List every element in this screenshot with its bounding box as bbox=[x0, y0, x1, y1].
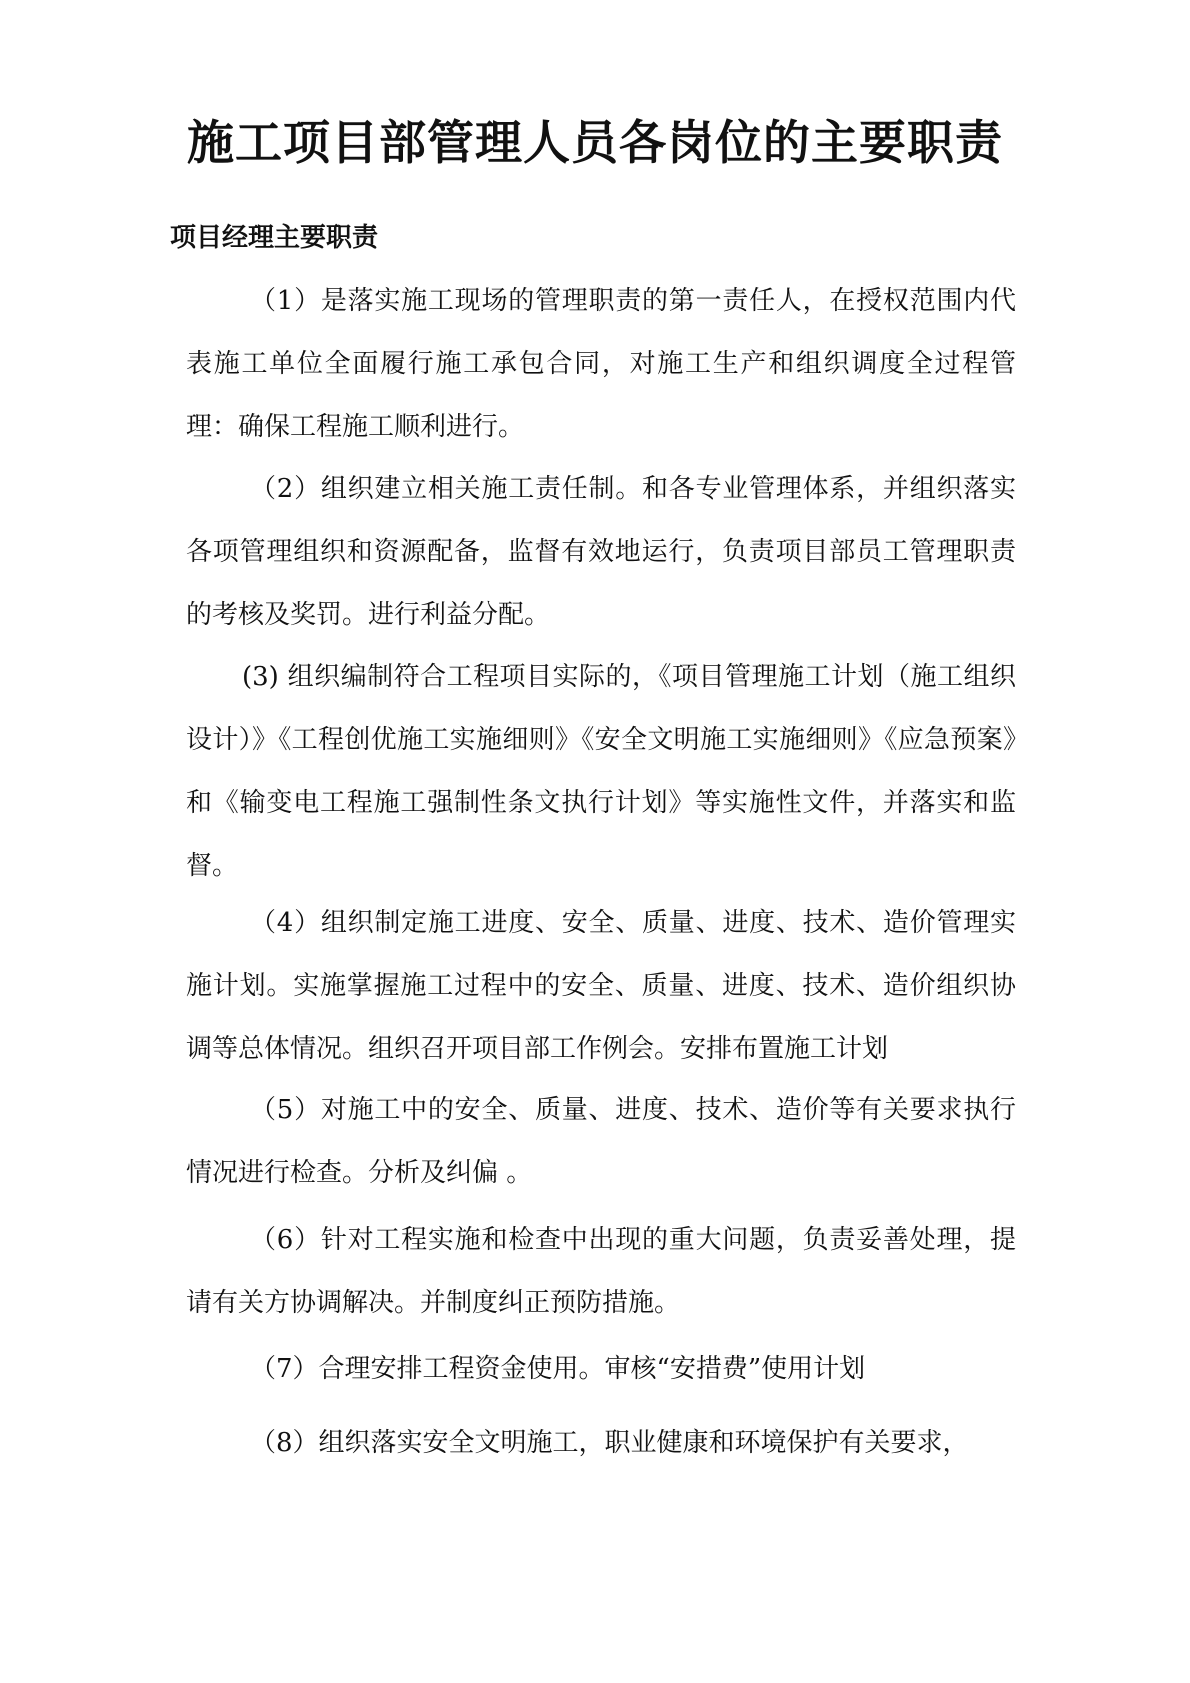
paragraph-4: （4）组织制定施工进度、安全、质量、进度、技术、造价管理实施计划。实施掌握施工过程中的安全、质量、进度、技术、造价组织协调等总体情况。组织召开项目部工作例会。安排布置施工计划 bbox=[186, 908, 1016, 1064]
paragraph-3: (3) 组织编制符合工程项目实际的，《项目管理施工计划（施工组织设计）》《工程创优施工实施细则》《安全文明施工实施细则》《应急预案》和《输变电工程施工强制性条文执行计划》等实施性文件，并落实和监督。 bbox=[186, 662, 1016, 881]
paragraph-6: （6）针对工程实施和检查中出现的重大问题，负责妥善处理，提请有关方协调解决。并制度纠正预防措施。 bbox=[186, 1225, 1016, 1318]
paragraph-8: （8）组织落实安全文明施工，职业健康和环境保护有关要求， bbox=[250, 1428, 969, 1458]
section-heading: 项目经理主要职责 bbox=[170, 223, 379, 253]
paragraph-1: （1）是落实施工现场的管理职责的第一责任人，在授权范围内代表施工单位全面履行施工承包合同，对施工生产和组织调度全过程管理：确保工程施工顺利进行。 bbox=[186, 286, 1016, 442]
paragraph-2: （2）组织建立相关施工责任制。和各专业管理体系，并组织落实各项管理组织和资源配备，监督有效地运行，负责项目部员工管理职责的考核及奖罚。进行利益分配。 bbox=[186, 474, 1016, 630]
paragraph-7: （7）合理安排工程资金使用。审核“安措费”使用计划 bbox=[250, 1354, 866, 1384]
paragraph-5: （5）对施工中的安全、质量、进度、技术、造价等有关要求执行情况进行检查。分析及纠偏 。 bbox=[186, 1095, 1016, 1188]
document-title: 施工项目部管理人员各岗位的主要职责 bbox=[187, 116, 1003, 171]
